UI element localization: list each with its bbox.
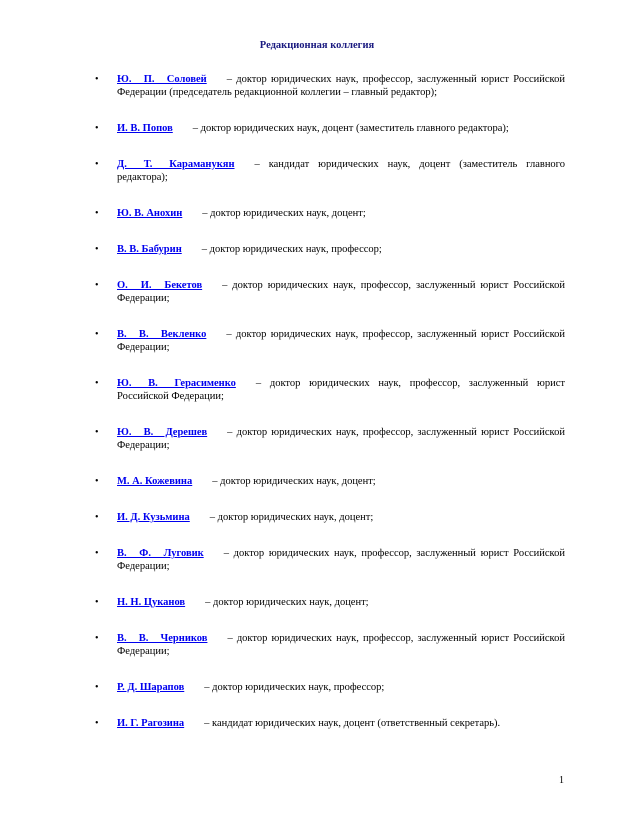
list-item	[94, 158, 565, 184]
page-number: 1	[559, 775, 564, 786]
member-name-link[interactable]: Д. Т. Караманукян	[117, 159, 235, 170]
bullet-icon: •	[95, 159, 99, 170]
member-name-link[interactable]: Ю. В. Дерешев	[117, 427, 208, 438]
member-description: – доктор юридических наук, доцент;	[205, 597, 369, 608]
member-name-link[interactable]: Р. Д. Шарапов	[117, 682, 185, 693]
list-item	[94, 596, 565, 609]
list-item	[94, 426, 565, 452]
member-description: – доктор юридических наук, доцент;	[202, 208, 366, 219]
member-name-link[interactable]: Ю. В. Герасименко	[117, 378, 236, 389]
member-description: – доктор юридических наук, профессор, заслуженный юрист Российской Федерации (председатель редакционной коллегии – главный редактор);	[117, 74, 565, 98]
member-name-link[interactable]: И. Г. Рагозина	[117, 718, 185, 729]
list-item	[94, 717, 565, 730]
member-name-link[interactable]: Н. Н. Цуканов	[117, 597, 186, 608]
bullet-icon: •	[95, 476, 99, 487]
bullet-icon: •	[95, 427, 99, 438]
member-description: – доктор юридических наук, доцент;	[209, 512, 374, 523]
member-name-link[interactable]: О. И. Бекетов	[117, 280, 203, 291]
bullet-icon: •	[95, 74, 99, 85]
member-description: – доктор юридических наук, доцент;	[212, 476, 376, 487]
bullet-icon: •	[95, 244, 99, 255]
member-description: – доктор юридических наук, профессор, заслуженный юрист Российской Федерации;	[117, 280, 565, 304]
member-name-link[interactable]: М. А. Кожевина	[117, 476, 193, 487]
member-name-link[interactable]: Ю. В. Анохин	[117, 208, 183, 219]
list-item	[94, 279, 565, 305]
member-description: – доктор юридических наук, профессор;	[201, 244, 382, 255]
member-description: – доктор юридических наук, профессор, заслуженный юрист Российской Федерации;	[117, 633, 565, 657]
bullet-icon: •	[95, 208, 99, 219]
bullet-icon: •	[95, 280, 99, 291]
bullet-icon: •	[95, 329, 99, 340]
member-description: – доктор юридических наук, профессор, заслуженный юрист Российской Федерации;	[117, 378, 565, 402]
member-description: – кандидат юридических наук, доцент (заместитель главного редактора);	[117, 159, 565, 183]
list-item	[94, 377, 565, 403]
bullet-icon: •	[95, 633, 99, 644]
list-item	[94, 547, 565, 573]
editorial-board-list	[94, 73, 565, 753]
page-title: Редакционная коллегия	[259, 40, 375, 51]
list-item	[94, 511, 565, 524]
list-item	[94, 475, 565, 488]
list-item	[94, 632, 565, 658]
member-name-link[interactable]: В. Ф. Луговик	[117, 548, 204, 559]
bullet-icon: •	[95, 548, 99, 559]
bullet-icon: •	[95, 512, 99, 523]
member-description: – доктор юридических наук, профессор;	[204, 682, 385, 693]
member-description: – доктор юридических наук, доцент (заместитель главного редактора);	[192, 123, 509, 134]
member-description: – доктор юридических наук, профессор, заслуженный юрист Российской Федерации;	[117, 548, 565, 572]
bullet-icon: •	[95, 123, 99, 134]
member-name-link[interactable]: И. В. Попов	[117, 123, 173, 134]
member-description: – доктор юридических наук, профессор, заслуженный юрист Российской Федерации;	[117, 427, 565, 451]
bullet-icon: •	[95, 378, 99, 389]
member-name-link[interactable]: В. В. Бабурин	[117, 244, 182, 255]
list-item	[94, 122, 565, 135]
bullet-icon: •	[95, 597, 99, 608]
member-name-link[interactable]: И. Д. Кузьмина	[117, 512, 190, 523]
member-name-link[interactable]: В. В. Векленко	[117, 329, 207, 340]
list-item	[94, 243, 565, 256]
list-item	[94, 328, 565, 354]
list-item	[94, 681, 565, 694]
bullet-icon: •	[95, 682, 99, 693]
member-description: – доктор юридических наук, профессор, заслуженный юрист Российской Федерации;	[117, 329, 566, 353]
member-name-link[interactable]: Ю. П. Соловей	[117, 74, 207, 85]
member-description: – кандидат юридических наук, доцент (ответственный секретарь).	[204, 718, 501, 729]
member-name-link[interactable]: В. В. Черников	[117, 633, 208, 644]
bullet-icon: •	[95, 718, 99, 729]
list-item	[94, 73, 565, 99]
list-item	[94, 207, 565, 220]
